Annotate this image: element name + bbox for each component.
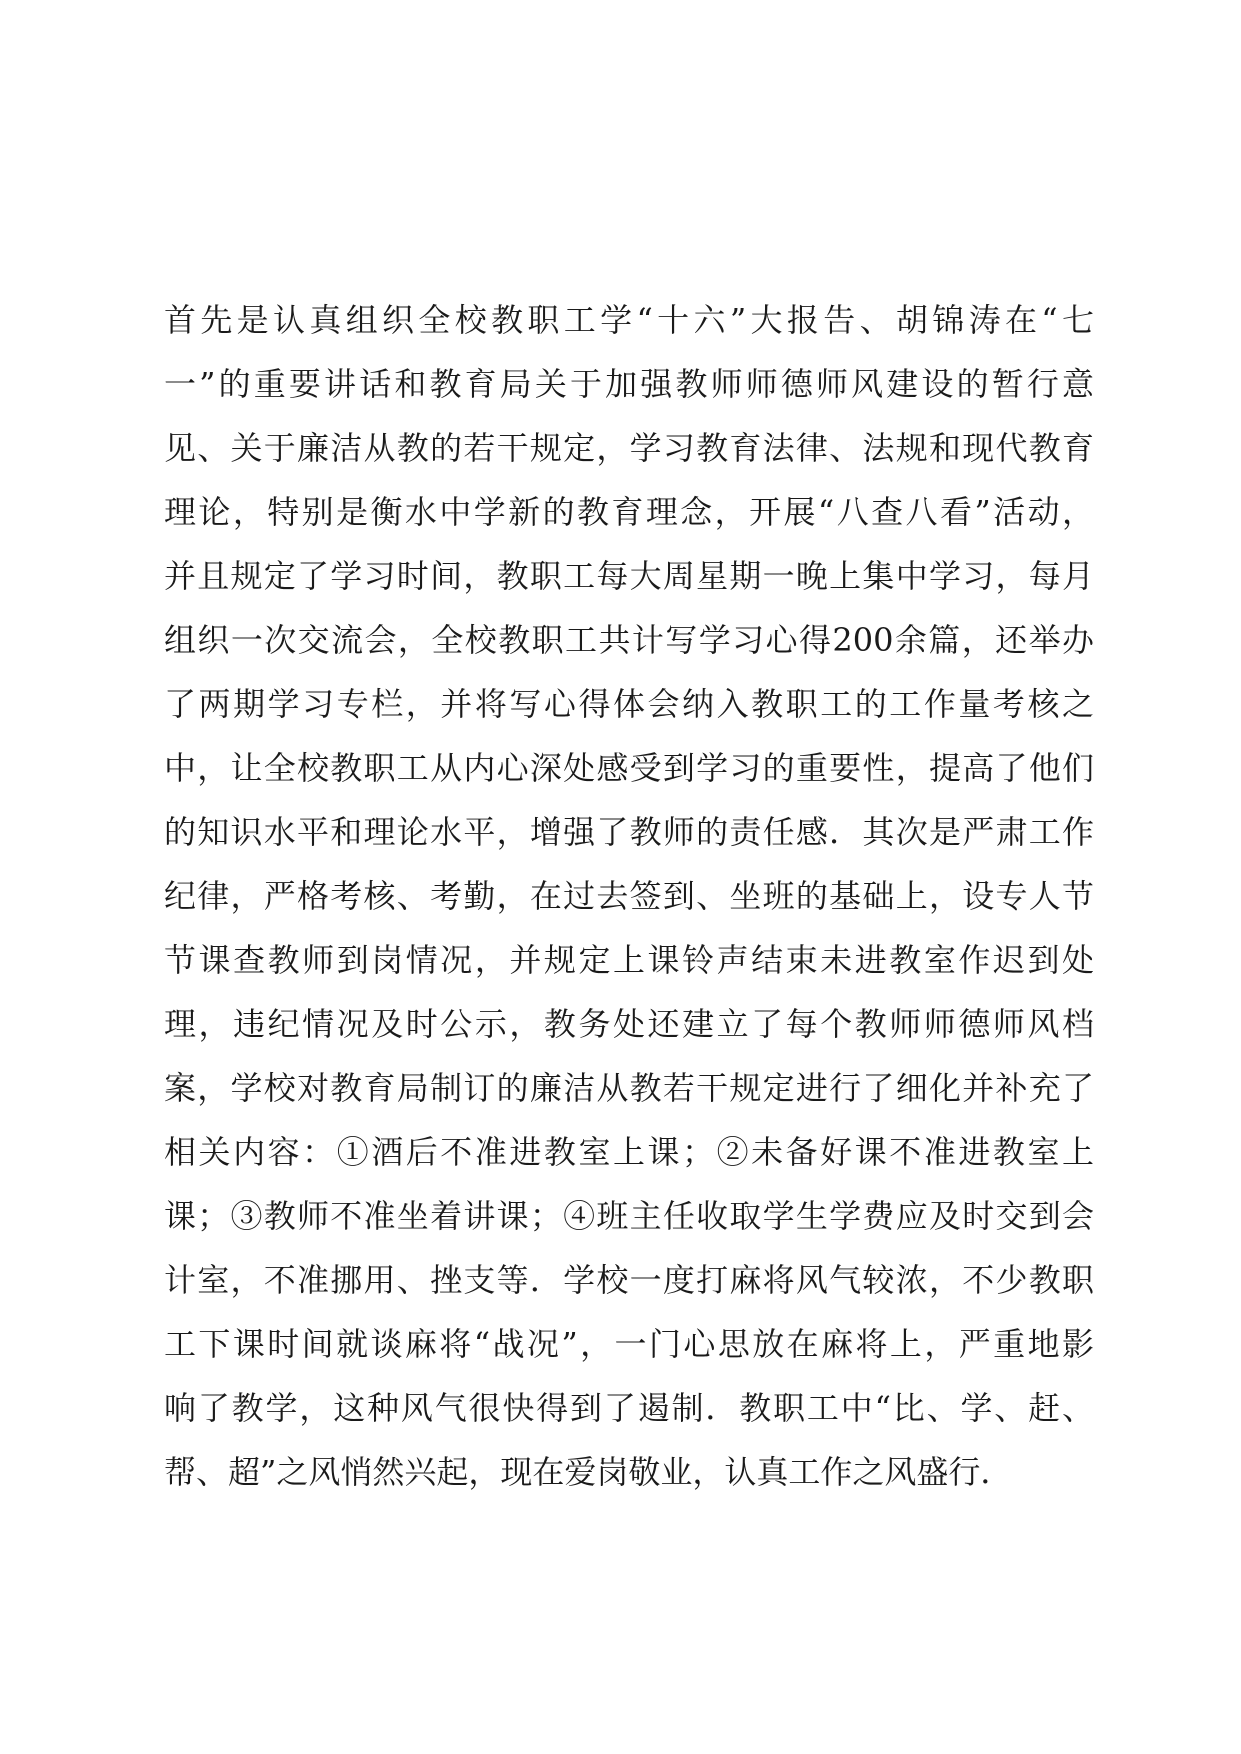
text-line: 课；③教师不准坐着讲课；④班主任收取学生学费应及时交到会 xyxy=(164,1197,1094,1235)
text-line: 首先是认真组织全校教职工学“十六”大报告、胡锦涛在“七 xyxy=(164,301,1094,339)
text-line: 案，学校对教育局制订的廉洁从教若干规定进行了细化并补充了 xyxy=(164,1069,1094,1107)
text-line: 响了教学，这种风气很快得到了遏制．教职工中“比、学、赶、 xyxy=(164,1389,1094,1427)
text-line: 的知识水平和理论水平，增强了教师的责任感．其次是严肃工作 xyxy=(164,813,1094,851)
text-line: 了两期学习专栏，并将写心得体会纳入教职工的工作量考核之 xyxy=(164,685,1094,723)
text-line: 组织一次交流会，全校教职工共计写学习心得200余篇，还举办 xyxy=(164,621,1094,659)
text-line: 工下课时间就谈麻将“战况”，一门心思放在麻将上，严重地影 xyxy=(164,1325,1094,1363)
text-line: 中，让全校教职工从内心深处感受到学习的重要性，提高了他们 xyxy=(164,749,1094,787)
text-line: 相关内容：①酒后不准进教室上课；②未备好课不准进教室上 xyxy=(164,1133,1094,1171)
text-line: 帮、超”之风悄然兴起，现在爱岗敬业，认真工作之风盛行． xyxy=(164,1453,1013,1491)
text-line: 理，违纪情况及时公示，教务处还建立了每个教师师德师风档 xyxy=(164,1005,1094,1043)
text-line: 见、关于廉洁从教的若干规定，学习教育法律、法规和现代教育 xyxy=(164,429,1094,467)
text-line: 计室，不准挪用、挫支等．学校一度打麻将风气较浓，不少教职 xyxy=(164,1261,1094,1299)
body-paragraph xyxy=(164,288,1094,1504)
text-line: 并且规定了学习时间，教职工每大周星期一晚上集中学习，每月 xyxy=(164,557,1094,595)
text-line: 纪律，严格考核、考勤，在过去签到、坐班的基础上，设专人节 xyxy=(164,877,1094,915)
text-line: 节课查教师到岗情况，并规定上课铃声结束未进教室作迟到处 xyxy=(164,941,1094,979)
text-line: 理论，特别是衡水中学新的教育理念，开展“八查八看”活动， xyxy=(164,493,1094,531)
text-line: 一”的重要讲话和教育局关于加强教师师德师风建设的暂行意 xyxy=(164,365,1094,403)
